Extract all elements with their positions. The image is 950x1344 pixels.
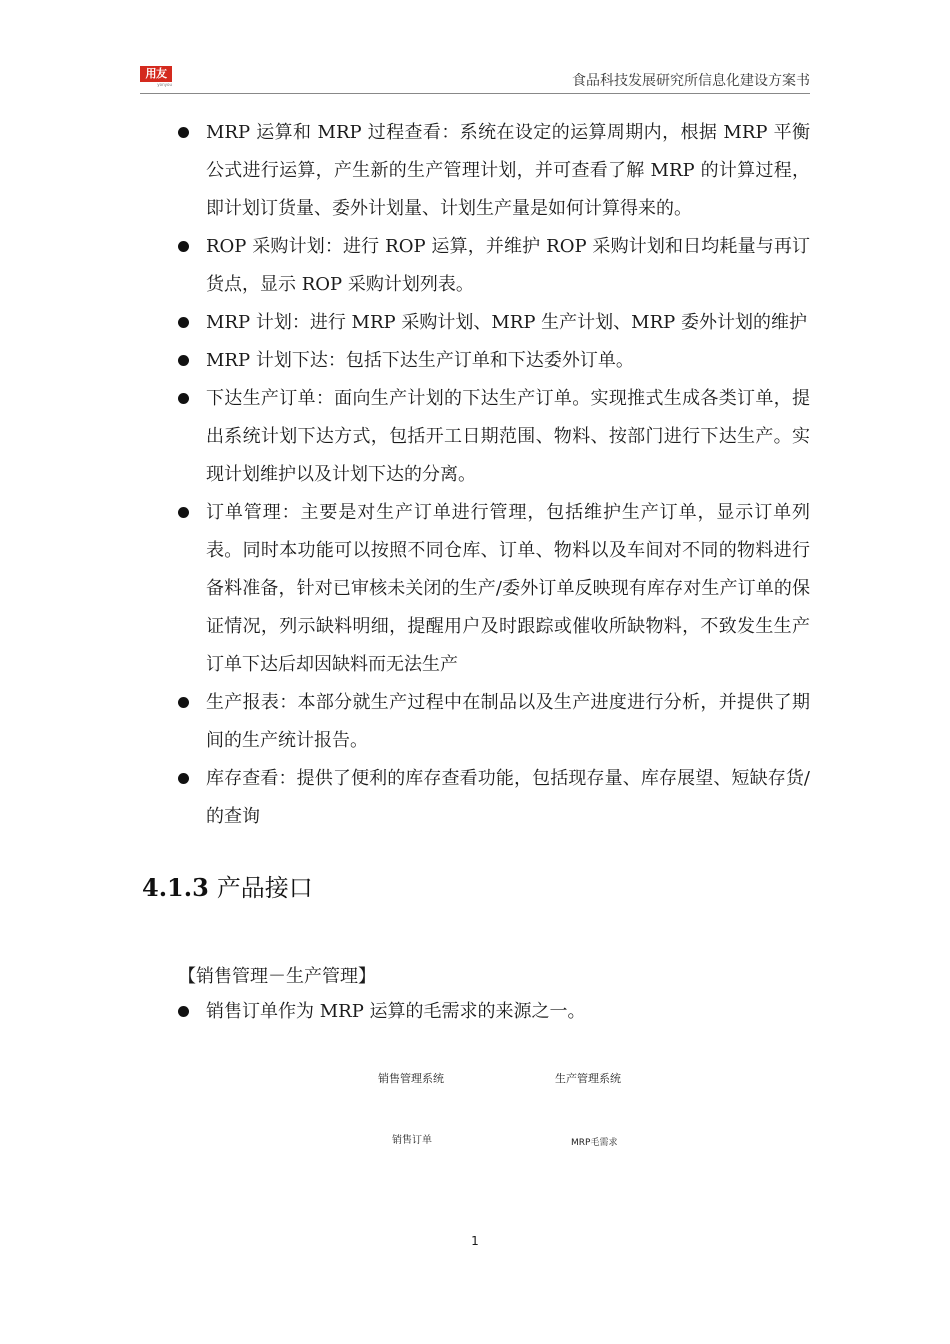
header-divider: [140, 93, 810, 94]
list-item: [178, 304, 810, 342]
diagram-right-system: 生产管理系统: [555, 1072, 621, 1085]
page-number: 1: [471, 1234, 479, 1248]
interface-bullet-list: [178, 993, 810, 1031]
logo-subtext: yonyou: [157, 82, 172, 87]
list-item-text: MRP 计划：进行 MRP 采购计划、MRP 生产计划、MRP 委外计划的维护: [206, 312, 807, 333]
list-item: [178, 684, 810, 760]
header-title: 食品科技发展研究所信息化建设方案书: [572, 73, 810, 89]
bullet-icon: [178, 1006, 189, 1017]
feature-bullet-list: [178, 114, 810, 836]
list-item-text: 生产报表：本部分就生产过程中在制品以及生产进度进行分析，并提供了期间的生产统计报告。: [206, 692, 810, 751]
list-item: [178, 228, 810, 304]
list-item: [178, 380, 810, 494]
bullet-icon: [178, 317, 189, 328]
list-item: [178, 993, 810, 1031]
list-item-text: MRP 计划下达：包括下达生产订单和下达委外订单。: [206, 350, 634, 371]
list-item-text: 库存查看：提供了便利的库存查看功能，包括现存量、库存展望、短缺存货/的查询: [206, 768, 810, 827]
list-item-text: 订单管理：主要是对生产订单进行管理，包括维护生产订单，显示订单列表。同时本功能可以按照不同仓库、订单、物料以及车间对不同的物料进行备料准备，针对已审核未关闭的生产/委外订单反映现有库存对生产订单的保证情况，列示缺料明细，提醒用户及时跟踪或催收所缺物料，不致发生生产订单下达后却因缺料而无法生产: [206, 502, 810, 675]
bullet-icon: [178, 355, 189, 366]
section-heading: [142, 868, 313, 903]
list-item-text: 销售订单作为 MRP 运算的毛需求的来源之一。: [206, 1001, 586, 1022]
list-item-text: MRP 运算和 MRP 过程查看：系统在设定的运算周期内，根据 MRP 平衡公式进行运算，产生新的生产管理计划，并可查看了解 MRP 的计算过程，即计划订货量、委外计划量、计划生产量是如何计算得来的。: [206, 122, 810, 219]
bullet-icon: [178, 697, 189, 708]
list-item: [178, 494, 810, 684]
list-item-text: 下达生产订单：面向生产计划的下达生产订单。实现推式生成各类订单，提出系统计划下达方式，包括开工日期范围、物料、按部门进行下达生产。实现计划维护以及计划下达的分离。: [206, 388, 810, 485]
bullet-icon: [178, 241, 189, 252]
bullet-icon: [178, 127, 189, 138]
logo-mark: 用友: [140, 66, 172, 82]
diagram-right-item: MRP毛需求: [571, 1138, 618, 1148]
list-item: [178, 342, 810, 380]
list-item: [178, 760, 810, 836]
section-title: 产品接口: [216, 874, 313, 902]
bullet-icon: [178, 773, 189, 784]
bullet-icon: [178, 393, 189, 404]
diagram-left-system: 销售管理系统: [378, 1072, 444, 1085]
list-item-text: ROP 采购计划：进行 ROP 运算，并维护 ROP 采购计划和日均耗量与再订货点，显示 ROP 采购计划列表。: [206, 236, 810, 295]
yonyou-logo: [140, 66, 172, 88]
diagram-left-item: 销售订单: [392, 1135, 432, 1146]
bullet-icon: [178, 507, 189, 518]
section-number: 4.1.3: [142, 873, 209, 902]
interface-label: 【销售管理－生产管理】: [178, 966, 376, 987]
list-item: [178, 114, 810, 228]
